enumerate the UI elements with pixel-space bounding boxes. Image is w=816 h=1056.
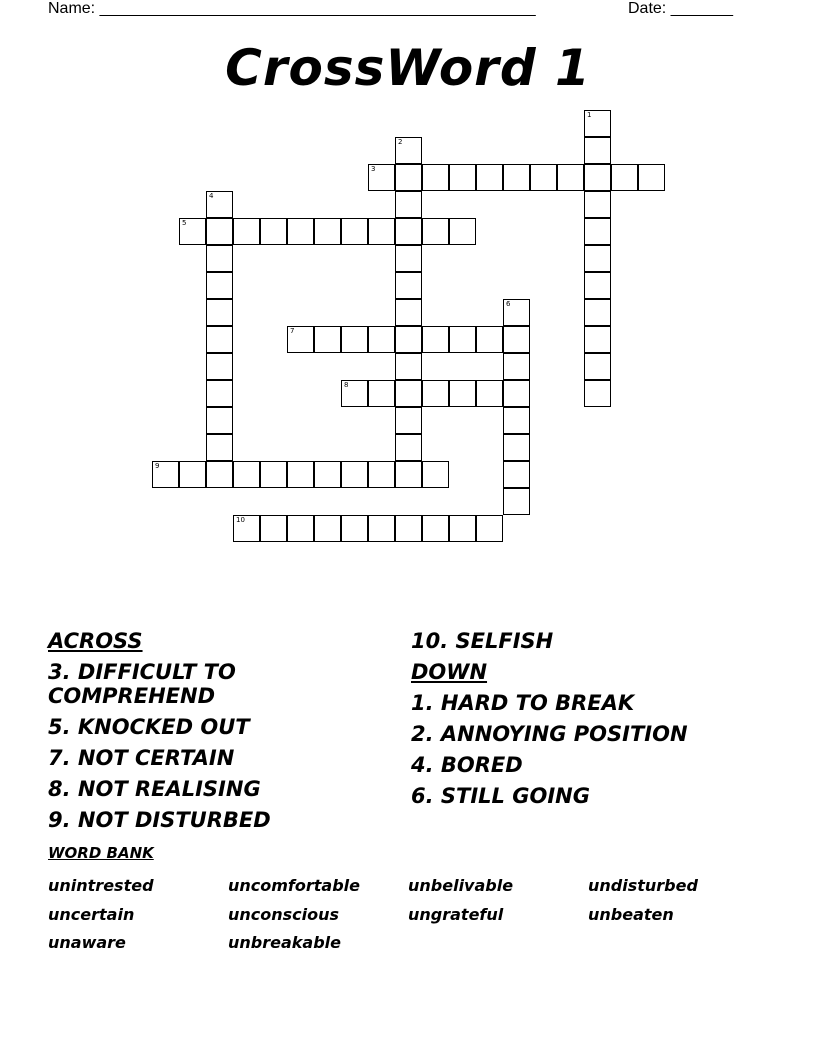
grid-cell[interactable] — [584, 191, 611, 218]
word-bank — [48, 872, 768, 958]
grid-cell[interactable] — [584, 380, 611, 407]
grid-cell[interactable] — [260, 515, 287, 542]
grid-cell[interactable] — [287, 515, 314, 542]
clue-number: 1 — [587, 111, 592, 119]
grid-cell[interactable] — [584, 110, 611, 137]
clue-down-4: 4. BORED — [411, 753, 523, 777]
grid-cell[interactable] — [395, 245, 422, 272]
clue-across-10: 10. SELFISH — [411, 629, 554, 653]
grid-cell[interactable] — [287, 218, 314, 245]
grid-cell[interactable] — [314, 461, 341, 488]
grid-cell[interactable] — [584, 164, 611, 191]
grid-cell[interactable] — [422, 164, 449, 191]
grid-cell[interactable] — [584, 245, 611, 272]
word-bank-item: unconscious — [228, 904, 340, 924]
grid-cell[interactable] — [233, 515, 260, 542]
clue-across-5: 5. KNOCKED OUT — [48, 715, 250, 739]
grid-cell[interactable] — [584, 272, 611, 299]
grid-cell[interactable] — [206, 326, 233, 353]
grid-cell[interactable] — [449, 164, 476, 191]
grid-cell[interactable] — [449, 515, 476, 542]
grid-cell[interactable] — [395, 218, 422, 245]
word-bank-heading: WORD BANK — [48, 844, 154, 862]
grid-cell[interactable] — [503, 488, 530, 515]
grid-cell[interactable] — [449, 326, 476, 353]
grid-cell[interactable] — [476, 515, 503, 542]
name-line: Name: _________________________________________________ — [48, 0, 536, 17]
clue-down-2: 2. ANNOYING POSITION — [411, 722, 688, 746]
clue-number: 6 — [506, 300, 511, 308]
grid-cell[interactable] — [341, 461, 368, 488]
grid-cell[interactable] — [422, 380, 449, 407]
grid-cell[interactable] — [368, 515, 395, 542]
grid-cell[interactable] — [476, 380, 503, 407]
word-bank-item: uncomfortable — [228, 876, 361, 895]
grid-cell[interactable] — [395, 353, 422, 380]
date-line: Date: _______ — [628, 0, 733, 17]
grid-cell[interactable] — [341, 326, 368, 353]
grid-cell[interactable] — [638, 164, 665, 191]
grid-cell[interactable] — [584, 326, 611, 353]
grid-cell[interactable] — [206, 434, 233, 461]
grid-cell[interactable] — [611, 164, 638, 191]
clue-across-8: 8. NOT REALISING — [48, 777, 261, 801]
grid-cell[interactable] — [314, 218, 341, 245]
grid-cell[interactable] — [503, 407, 530, 434]
clue-number: 10 — [236, 516, 245, 524]
grid-cell[interactable] — [395, 137, 422, 164]
clue-across-9: 9. NOT DISTURBED — [48, 808, 271, 832]
grid-cell[interactable] — [395, 191, 422, 218]
grid-cell[interactable] — [503, 353, 530, 380]
word-bank-item: unbelivable — [408, 876, 514, 895]
grid-cell[interactable] — [395, 164, 422, 191]
word-bank-item: unbreakable — [228, 933, 341, 952]
grid-cell[interactable] — [449, 380, 476, 407]
grid-cell[interactable] — [206, 407, 233, 434]
grid-cell[interactable] — [503, 164, 530, 191]
grid-cell[interactable] — [476, 326, 503, 353]
grid-cell[interactable] — [476, 164, 503, 191]
grid-cell[interactable] — [152, 461, 179, 488]
clue-down-6: 6. STILL GOING — [411, 784, 590, 808]
grid-cell[interactable] — [206, 380, 233, 407]
clues-left-column — [48, 626, 378, 836]
word-bank-item: unbeaten — [588, 904, 674, 924]
grid-cell[interactable] — [584, 137, 611, 164]
word-bank-item: undisturbed — [588, 876, 698, 895]
grid-cell[interactable] — [233, 218, 260, 245]
grid-cell[interactable] — [287, 326, 314, 353]
grid-cell[interactable] — [449, 218, 476, 245]
grid-cell[interactable] — [395, 434, 422, 461]
grid-cell[interactable] — [260, 461, 287, 488]
grid-cell[interactable] — [530, 164, 557, 191]
grid-cell[interactable] — [503, 380, 530, 407]
clue-number: 5 — [182, 219, 187, 227]
grid-cell[interactable] — [422, 326, 449, 353]
clue-number: 2 — [398, 138, 403, 146]
grid-cell[interactable] — [206, 461, 233, 488]
grid-cell[interactable] — [287, 461, 314, 488]
grid-cell[interactable] — [557, 164, 584, 191]
grid-cell[interactable] — [314, 326, 341, 353]
word-bank-item: uncertain — [48, 904, 135, 924]
grid-cell[interactable] — [503, 434, 530, 461]
grid-cell[interactable] — [368, 164, 395, 191]
grid-cell[interactable] — [395, 380, 422, 407]
grid-cell[interactable] — [395, 272, 422, 299]
grid-cell[interactable] — [584, 218, 611, 245]
grid-cell[interactable] — [503, 461, 530, 488]
grid-cell[interactable] — [206, 245, 233, 272]
clues-right-column — [411, 626, 791, 812]
down-heading: DOWN — [411, 660, 488, 684]
clue-number: 7 — [290, 327, 295, 335]
clue-across-7: 7. NOT CERTAIN — [48, 746, 235, 770]
word-bank-item: ungrateful — [408, 904, 504, 924]
grid-cell[interactable] — [179, 218, 206, 245]
grid-cell[interactable] — [395, 407, 422, 434]
grid-cell[interactable] — [206, 191, 233, 218]
clue-number: 9 — [155, 462, 160, 470]
grid-cell[interactable] — [503, 326, 530, 353]
grid-cell[interactable] — [395, 515, 422, 542]
grid-cell[interactable] — [233, 461, 260, 488]
grid-cell[interactable] — [179, 461, 206, 488]
clue-number: 3 — [371, 165, 376, 173]
grid-cell[interactable] — [584, 299, 611, 326]
clue-number: 8 — [344, 381, 349, 389]
word-bank-item: unintrested — [48, 876, 154, 895]
grid-cell[interactable] — [422, 515, 449, 542]
grid-cell[interactable] — [260, 218, 287, 245]
grid-cell[interactable] — [206, 299, 233, 326]
grid-cell[interactable] — [584, 353, 611, 380]
clue-across-3: 3. DIFFICULT TO COMPREHEND — [48, 660, 236, 708]
page-title: CrossWord 1 — [225, 39, 591, 97]
grid-cell[interactable] — [395, 326, 422, 353]
grid-cell[interactable] — [341, 218, 368, 245]
grid-cell[interactable] — [368, 380, 395, 407]
grid-cell[interactable] — [206, 218, 233, 245]
grid-cell[interactable] — [395, 299, 422, 326]
across-heading: ACROSS — [48, 629, 143, 653]
grid-cell[interactable] — [368, 218, 395, 245]
grid-cell[interactable] — [206, 353, 233, 380]
grid-cell[interactable] — [422, 218, 449, 245]
grid-cell[interactable] — [341, 515, 368, 542]
grid-cell[interactable] — [341, 380, 368, 407]
grid-cell[interactable] — [422, 461, 449, 488]
clue-down-1: 1. HARD TO BREAK — [411, 691, 635, 715]
clue-number: 4 — [209, 192, 214, 200]
grid-cell[interactable] — [395, 461, 422, 488]
word-bank-item: unaware — [48, 933, 126, 952]
grid-cell[interactable] — [206, 272, 233, 299]
grid-cell[interactable] — [503, 299, 530, 326]
grid-cell[interactable] — [368, 461, 395, 488]
grid-cell[interactable] — [314, 515, 341, 542]
grid-cell[interactable] — [368, 326, 395, 353]
